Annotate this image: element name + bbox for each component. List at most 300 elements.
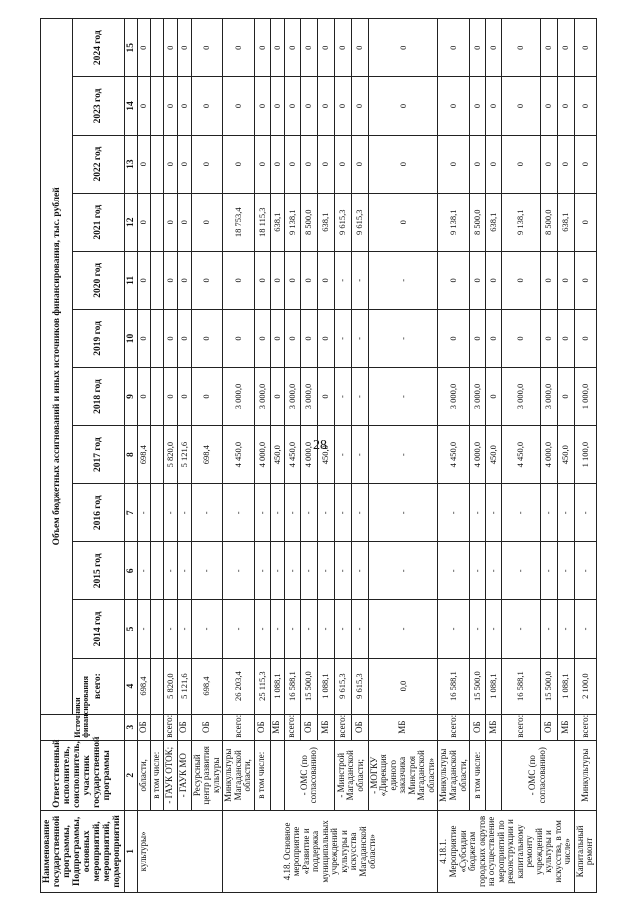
total-value-cell: 698,4: [191, 658, 223, 714]
year-value-cell: -: [351, 484, 368, 542]
year-value-cell: 0: [177, 367, 191, 425]
year-value-cell: 0: [300, 135, 317, 193]
total-value-cell: 0,0: [368, 658, 438, 714]
source-cell: всего:: [574, 714, 596, 740]
year-value-cell: 0: [351, 19, 368, 77]
year-value-cell: 0: [223, 251, 255, 309]
year-value-cell: -: [317, 600, 334, 658]
year-value-cell: 0: [470, 309, 486, 367]
total-value-cell: 1 088,1: [317, 658, 334, 714]
source-cell: ОБ: [254, 714, 270, 740]
year-value-cell: 0: [284, 135, 300, 193]
year-value-cell: [150, 426, 163, 484]
table-row: [191, 19, 223, 893]
year-value-cell: 0: [191, 135, 223, 193]
year-value-cell: 698,4: [137, 426, 150, 484]
responsible-cell: в том числе:: [254, 740, 270, 810]
year-value-cell: 8 500,0: [300, 193, 317, 251]
column-number: 14: [124, 77, 137, 135]
year-value-cell: 638,1: [486, 193, 502, 251]
year-value-cell: 0: [254, 309, 270, 367]
year-value-cell: 450,0: [557, 426, 574, 484]
year-value-cell: 0: [137, 19, 150, 77]
year-value-cell: 0: [368, 19, 438, 77]
year-value-cell: 9 138,1: [438, 193, 470, 251]
header-year: 2015 год: [73, 542, 124, 600]
total-value-cell: 1 088,1: [270, 658, 284, 714]
year-value-cell: 3 000,0: [540, 367, 557, 425]
year-value-cell: -: [368, 600, 438, 658]
total-value-cell: 26 203,4: [223, 658, 255, 714]
header-source: Источники финансирования: [41, 714, 125, 740]
year-value-cell: 0: [334, 77, 351, 135]
responsible-cell: [486, 740, 502, 810]
year-value-cell: 0: [470, 77, 486, 135]
year-value-cell: 0: [438, 77, 470, 135]
year-value-cell: 0: [270, 77, 284, 135]
year-value-cell: 8 500,0: [470, 193, 486, 251]
year-value-cell: [150, 367, 163, 425]
year-value-cell: 0: [540, 77, 557, 135]
year-value-cell: 4 000,0: [540, 426, 557, 484]
year-value-cell: 0: [486, 135, 502, 193]
year-value-cell: 0: [177, 309, 191, 367]
year-value-cell: 0: [502, 309, 541, 367]
year-value-cell: 3 000,0: [502, 367, 541, 425]
table-header: [41, 19, 138, 893]
year-value-cell: -: [502, 542, 541, 600]
year-value-cell: 0: [540, 19, 557, 77]
year-value-cell: 3 000,0: [470, 367, 486, 425]
source-cell: ОБ: [177, 714, 191, 740]
source-cell: ОБ: [300, 714, 317, 740]
header-year: 2021 год: [73, 193, 124, 251]
source-cell: всего:: [284, 714, 300, 740]
year-value-cell: 0: [317, 135, 334, 193]
year-value-cell: 0: [317, 77, 334, 135]
year-value-cell: -: [557, 600, 574, 658]
year-value-cell: -: [137, 600, 150, 658]
responsible-cell: в том числе:: [150, 740, 163, 810]
responsible-cell: [270, 740, 284, 810]
year-value-cell: [150, 193, 163, 251]
year-value-cell: -: [351, 367, 368, 425]
source-cell: всего:: [438, 714, 470, 740]
year-value-cell: 0: [470, 251, 486, 309]
year-value-cell: 3 000,0: [254, 367, 270, 425]
year-value-cell: -: [351, 426, 368, 484]
year-value-cell: 0: [502, 19, 541, 77]
year-value-cell: -: [137, 484, 150, 542]
source-cell: МБ: [317, 714, 334, 740]
responsible-cell: Минкультуры Магаданской области,: [223, 740, 255, 810]
year-value-cell: -: [540, 542, 557, 600]
year-value-cell: -: [284, 600, 300, 658]
year-value-cell: 0: [137, 77, 150, 135]
year-value-cell: 3 000,0: [438, 367, 470, 425]
year-value-cell: -: [137, 542, 150, 600]
year-value-cell: 18 753,4: [223, 193, 255, 251]
year-value-cell: 0: [470, 135, 486, 193]
year-value-cell: 0: [284, 19, 300, 77]
year-value-cell: 0: [177, 77, 191, 135]
column-number: 5: [124, 600, 137, 658]
column-number: 8: [124, 426, 137, 484]
year-value-cell: 0: [574, 309, 596, 367]
year-value-cell: -: [254, 484, 270, 542]
year-value-cell: 0: [177, 251, 191, 309]
column-number: 15: [124, 19, 137, 77]
year-value-cell: 0: [557, 367, 574, 425]
responsible-cell: - МОГКУ «Дирекция единого заказчика Минстроя Магаданской области»: [368, 740, 438, 810]
year-value-cell: 1 100,0: [574, 426, 596, 484]
year-value-cell: -: [177, 600, 191, 658]
year-value-cell: 4 000,0: [254, 426, 270, 484]
column-number: 12: [124, 193, 137, 251]
year-value-cell: 0: [191, 251, 223, 309]
year-value-cell: 0: [223, 77, 255, 135]
year-value-cell: 4 000,0: [300, 426, 317, 484]
total-value-cell: 16 588,1: [502, 658, 541, 714]
year-value-cell: 0: [254, 19, 270, 77]
year-value-cell: 0: [270, 19, 284, 77]
total-value-cell: 15 500,0: [470, 658, 486, 714]
table-body: [137, 19, 596, 893]
year-value-cell: -: [334, 309, 351, 367]
page-number: 28: [313, 438, 327, 453]
year-value-cell: -: [557, 542, 574, 600]
year-value-cell: 0: [163, 251, 177, 309]
source-cell: всего:: [334, 714, 351, 740]
year-value-cell: 0: [223, 135, 255, 193]
responsible-cell: в том числе:: [470, 740, 486, 810]
total-value-cell: 15 500,0: [540, 658, 557, 714]
header-year: 2024 год: [73, 19, 124, 77]
year-value-cell: 4 450,0: [438, 426, 470, 484]
year-value-cell: 0: [502, 251, 541, 309]
column-number: 3: [124, 714, 137, 740]
table-row: [368, 19, 438, 893]
year-value-cell: 0: [163, 193, 177, 251]
year-value-cell: 0: [574, 77, 596, 135]
year-value-cell: 0: [351, 77, 368, 135]
source-cell: ОБ: [191, 714, 223, 740]
header-name: Наименование государственной программы, Подпрограммы, основных мероприятий, мероприятий, подмероприятий: [41, 810, 125, 892]
year-value-cell: 0: [317, 19, 334, 77]
year-value-cell: 0: [177, 19, 191, 77]
header-responsible: Ответственный исполнитель, соисполнитель, участник государственной программы: [41, 740, 125, 810]
year-value-cell: -: [470, 600, 486, 658]
year-value-cell: 0: [540, 309, 557, 367]
year-value-cell: 0: [351, 135, 368, 193]
source-cell: МБ: [368, 714, 438, 740]
column-number: 11: [124, 251, 137, 309]
total-value-cell: 2 100,0: [574, 658, 596, 714]
year-value-cell: -: [368, 484, 438, 542]
year-value-cell: -: [540, 600, 557, 658]
year-value-cell: 0: [254, 135, 270, 193]
year-value-cell: 0: [574, 251, 596, 309]
year-value-cell: -: [574, 542, 596, 600]
year-value-cell: 0: [557, 309, 574, 367]
year-value-cell: -: [334, 251, 351, 309]
table-row: [137, 19, 150, 893]
year-value-cell: 3 000,0: [223, 367, 255, 425]
year-value-cell: -: [270, 484, 284, 542]
year-value-cell: 0: [368, 77, 438, 135]
column-number: 2: [124, 740, 137, 810]
total-value-cell: 9 615,3: [351, 658, 368, 714]
year-value-cell: 0: [270, 135, 284, 193]
year-value-cell: 0: [486, 309, 502, 367]
year-value-cell: -: [317, 484, 334, 542]
year-value-cell: [150, 77, 163, 135]
table-row: [574, 19, 596, 893]
year-value-cell: 0: [540, 251, 557, 309]
source-cell: всего:: [163, 714, 177, 740]
year-value-cell: 3 000,0: [300, 367, 317, 425]
year-value-cell: 0: [502, 135, 541, 193]
responsible-cell: - ОМС (по согласованию): [502, 740, 575, 810]
total-value-cell: 698,4: [137, 658, 150, 714]
year-value-cell: 0: [486, 19, 502, 77]
year-value-cell: 0: [574, 135, 596, 193]
year-value-cell: -: [351, 309, 368, 367]
year-value-cell: 0: [557, 77, 574, 135]
year-value-cell: -: [470, 484, 486, 542]
year-value-cell: 0: [284, 77, 300, 135]
total-value-cell: 25 115,3: [254, 658, 270, 714]
year-value-cell: 0: [137, 193, 150, 251]
source-cell: МБ: [486, 714, 502, 740]
year-value-cell: -: [223, 600, 255, 658]
source-cell: всего:: [502, 714, 541, 740]
year-value-cell: 450,0: [270, 426, 284, 484]
total-value-cell: 1 088,1: [486, 658, 502, 714]
year-value-cell: 698,4: [191, 426, 223, 484]
year-value-cell: -: [368, 367, 438, 425]
year-value-cell: -: [317, 542, 334, 600]
year-value-cell: -: [486, 484, 502, 542]
source-cell: ОБ: [470, 714, 486, 740]
year-value-cell: 0: [334, 135, 351, 193]
year-value-cell: 638,1: [270, 193, 284, 251]
column-number: 6: [124, 542, 137, 600]
year-value-cell: -: [574, 484, 596, 542]
year-value-cell: 0: [317, 367, 334, 425]
table-row: [470, 19, 486, 893]
year-value-cell: 0: [317, 309, 334, 367]
header-group: Объем бюджетных ассигнований и иных источников финансирования, тыс. рублей: [41, 19, 73, 715]
responsible-cell: Минкультуры: [574, 740, 596, 810]
year-value-cell: 0: [540, 135, 557, 193]
year-value-cell: 0: [163, 309, 177, 367]
year-value-cell: 0: [300, 77, 317, 135]
table-row: [177, 19, 191, 893]
column-number: 10: [124, 309, 137, 367]
year-value-cell: -: [557, 484, 574, 542]
year-value-cell: -: [191, 484, 223, 542]
year-value-cell: 0: [191, 77, 223, 135]
year-value-cell: -: [254, 600, 270, 658]
year-value-cell: 0: [502, 77, 541, 135]
year-value-cell: -: [191, 542, 223, 600]
year-value-cell: -: [191, 600, 223, 658]
year-value-cell: 0: [191, 367, 223, 425]
year-value-cell: -: [163, 600, 177, 658]
year-value-cell: -: [334, 367, 351, 425]
year-value-cell: 0: [137, 135, 150, 193]
year-value-cell: 0: [270, 309, 284, 367]
year-value-cell: 0: [163, 367, 177, 425]
total-value-cell: 5 121,6: [177, 658, 191, 714]
header-total: всего:: [73, 658, 124, 714]
year-value-cell: 450,0: [317, 426, 334, 484]
year-value-cell: 9 138,1: [284, 193, 300, 251]
year-value-cell: -: [270, 600, 284, 658]
year-value-cell: [150, 135, 163, 193]
year-value-cell: -: [486, 600, 502, 658]
year-value-cell: 0: [574, 19, 596, 77]
year-value-cell: -: [368, 426, 438, 484]
year-value-cell: 0: [163, 77, 177, 135]
year-value-cell: -: [270, 542, 284, 600]
table-row: [502, 19, 541, 893]
source-cell: всего:: [223, 714, 255, 740]
year-value-cell: 0: [163, 135, 177, 193]
header-year: 2023 год: [73, 77, 124, 135]
year-value-cell: -: [223, 542, 255, 600]
year-value-cell: 0: [438, 19, 470, 77]
year-value-cell: 3 000,0: [284, 367, 300, 425]
total-value-cell: 15 500,0: [300, 658, 317, 714]
year-value-cell: -: [334, 426, 351, 484]
program-name-cell: 4.18. Основное мероприятие «Развитие и поддержка муниципальных учреждений культуры и искусства Магаданской области»: [223, 810, 438, 892]
year-value-cell: [150, 251, 163, 309]
source-cell: ОБ: [351, 714, 368, 740]
column-number: 7: [124, 484, 137, 542]
table-row: [284, 19, 300, 893]
year-value-cell: 0: [137, 367, 150, 425]
year-value-cell: [150, 19, 163, 77]
table-row: [150, 19, 163, 893]
year-value-cell: -: [502, 600, 541, 658]
responsible-cell: - ГАУК ОТОК;: [163, 740, 177, 810]
responsible-cell: Минкультуры Магаданской области,: [438, 740, 470, 810]
year-value-cell: 0: [137, 251, 150, 309]
total-value-cell: 9 615,3: [334, 658, 351, 714]
year-value-cell: 0: [270, 251, 284, 309]
year-value-cell: 0: [270, 367, 284, 425]
year-value-cell: 0: [574, 193, 596, 251]
year-value-cell: -: [540, 484, 557, 542]
source-cell: ОБ: [137, 714, 150, 740]
year-value-cell: 5 121,6: [177, 426, 191, 484]
year-value-cell: -: [438, 484, 470, 542]
year-value-cell: -: [223, 484, 255, 542]
total-value-cell: 5 820,0: [163, 658, 177, 714]
year-value-cell: 0: [557, 19, 574, 77]
year-value-cell: [150, 484, 163, 542]
year-value-cell: [150, 600, 163, 658]
year-value-cell: -: [284, 542, 300, 600]
year-value-cell: -: [334, 484, 351, 542]
year-value-cell: -: [470, 542, 486, 600]
year-value-cell: -: [254, 542, 270, 600]
year-value-cell: 638,1: [317, 193, 334, 251]
total-value-cell: 1 088,1: [557, 658, 574, 714]
year-value-cell: 9 615,3: [351, 193, 368, 251]
source-cell: ОБ: [540, 714, 557, 740]
table-row: [486, 19, 502, 893]
total-value-cell: 16 588,1: [438, 658, 470, 714]
header-year: 2019 год: [73, 309, 124, 367]
column-number: 13: [124, 135, 137, 193]
year-value-cell: -: [438, 600, 470, 658]
year-value-cell: -: [300, 484, 317, 542]
year-value-cell: 4 000,0: [470, 426, 486, 484]
year-value-cell: 0: [470, 19, 486, 77]
budget-table: [40, 18, 597, 893]
year-value-cell: 0: [177, 135, 191, 193]
year-value-cell: 0: [254, 251, 270, 309]
table-row: [334, 19, 351, 893]
year-value-cell: [150, 542, 163, 600]
year-value-cell: -: [334, 600, 351, 658]
year-value-cell: -: [351, 542, 368, 600]
header-year: 2017 год: [73, 426, 124, 484]
year-value-cell: 0: [317, 251, 334, 309]
year-value-cell: 0: [486, 77, 502, 135]
year-value-cell: 450,0: [486, 426, 502, 484]
year-value-cell: 5 820,0: [163, 426, 177, 484]
year-value-cell: 0: [368, 135, 438, 193]
year-value-cell: 4 450,0: [502, 426, 541, 484]
year-value-cell: 0: [191, 309, 223, 367]
year-value-cell: -: [351, 251, 368, 309]
source-cell: МБ: [557, 714, 574, 740]
year-value-cell: 8 500,0: [540, 193, 557, 251]
year-value-cell: -: [486, 542, 502, 600]
year-value-cell: -: [368, 309, 438, 367]
header-year: 2020 год: [73, 251, 124, 309]
program-name-cell: культуры»: [137, 810, 223, 892]
year-value-cell: 0: [163, 19, 177, 77]
year-value-cell: -: [163, 542, 177, 600]
responsible-cell: - Минстрой Магаданской области;: [334, 740, 368, 810]
source-cell: [150, 714, 163, 740]
year-value-cell: -: [300, 542, 317, 600]
source-cell: МБ: [270, 714, 284, 740]
year-value-cell: -: [574, 600, 596, 658]
year-value-cell: 0: [223, 309, 255, 367]
year-value-cell: 0: [177, 193, 191, 251]
column-number: 4: [124, 658, 137, 714]
table-row: [438, 19, 470, 893]
header-year: 2014 год: [73, 600, 124, 658]
responsible-cell: - ОМС (по согласованию): [284, 740, 334, 810]
table-row: [163, 19, 177, 893]
year-value-cell: -: [368, 542, 438, 600]
year-value-cell: -: [284, 484, 300, 542]
program-name-cell: 4.18.1. Мероприятие «Субсидии бюджетам городских округов на осуществление мероприятий по реконструкции и капитальному ремонту учреждений культуры и искусства, в том числе»: [438, 810, 574, 892]
year-value-cell: 0: [284, 251, 300, 309]
year-value-cell: 0: [300, 309, 317, 367]
year-value-cell: 0: [486, 367, 502, 425]
year-value-cell: -: [177, 542, 191, 600]
year-value-cell: 0: [368, 193, 438, 251]
year-value-cell: 0: [191, 19, 223, 77]
